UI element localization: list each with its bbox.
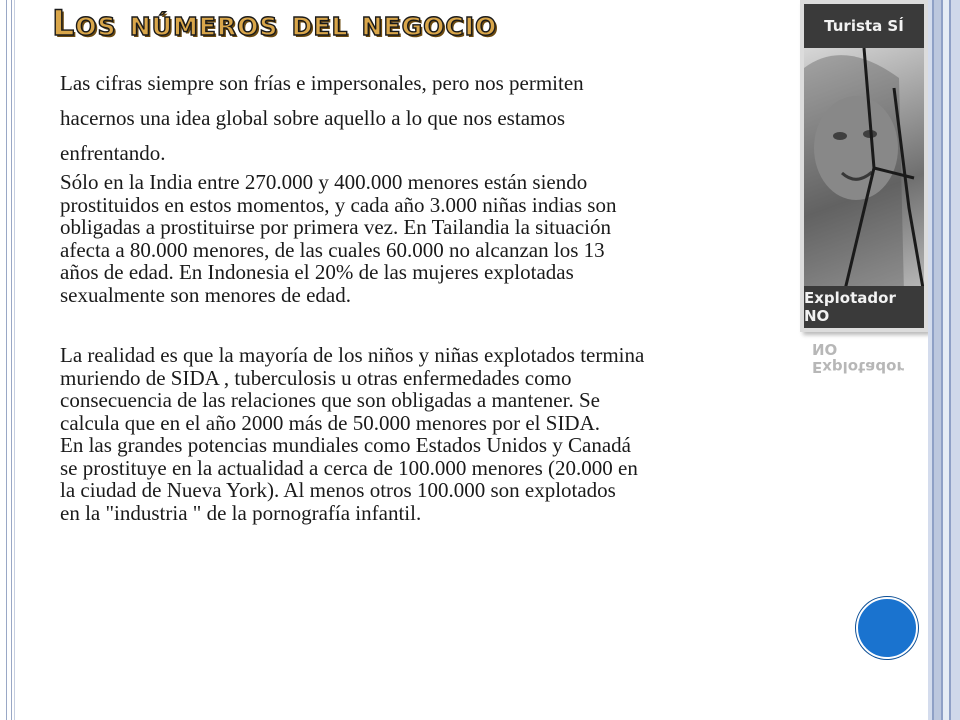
paragraph-line: en la "industria " de la pornografía infantil. [60, 500, 422, 525]
campaign-poster-image [800, 0, 928, 332]
slide-body [60, 66, 830, 524]
poster-reflection-text: Explotador NO [812, 340, 904, 376]
paragraph-line: muriendo de SIDA , tuberculosis u otras enfermedades como [60, 365, 572, 390]
paragraph-line: se prostituye en la actualidad a cerca de 100.000 menores (20.000 en [60, 455, 638, 480]
left-border-decoration [6, 0, 12, 720]
paragraph-line: Sólo en la India entre 270.000 y 400.000 menores están siendo [60, 170, 588, 194]
right-decorative-bar [928, 0, 960, 720]
paragraph-line: afecta a 80.000 menores, de las cuales 60.000 no alcanzan los 13 [60, 237, 605, 262]
paragraph-line: prostituidos en estos momentos, y cada año 3.000 niñas indias son [60, 192, 617, 217]
paragraph-line: calcula que en el año 2000 más de 50.000 menores por el SIDA. [60, 410, 601, 435]
paragraph-line: En las grandes potencias mundiales como Estados Unidos y Canadá [60, 433, 631, 457]
left-border-line [14, 0, 15, 720]
intro-line: Las cifras siempre son frías e impersonales, pero nos permiten [60, 71, 584, 95]
poster-photo-graphic [804, 48, 924, 294]
poster-child-photo [804, 48, 924, 286]
slide-title: Los números del negocio [52, 4, 498, 44]
intro-paragraph [60, 66, 830, 171]
poster-bottom-banner [804, 286, 924, 328]
paragraph-line: la ciudad de Nueva York). Al menos otros 100.000 son explotados [60, 478, 616, 502]
paragraph-line: La realidad es que la mayoría de los niños y niñas explotados termina [60, 343, 645, 367]
paragraph-line: sexualmente son menores de edad. [60, 282, 351, 307]
statistics-paragraph-asia [60, 171, 830, 306]
paragraph-line: consecuencia de las relaciones que son obligadas a mantener. Se [60, 388, 600, 412]
paragraph-line: obligadas a prostituirse por primera vez. En Tailandia la situación [60, 215, 611, 239]
statistics-paragraph-health [60, 344, 830, 524]
poster-reflection [806, 340, 934, 380]
paragraph-line: años de edad. En Indonesia el 20% de las mujeres explotadas [60, 260, 574, 284]
poster-top-text: Turista SÍ [824, 17, 904, 35]
intro-line: enfrentando. [60, 141, 166, 165]
decorative-blue-circle [856, 597, 918, 659]
poster-top-banner [804, 4, 924, 48]
intro-line: hacernos una idea global sobre aquello a lo que nos estamos [60, 106, 566, 130]
poster-bottom-text: Explotador NO [804, 289, 896, 325]
